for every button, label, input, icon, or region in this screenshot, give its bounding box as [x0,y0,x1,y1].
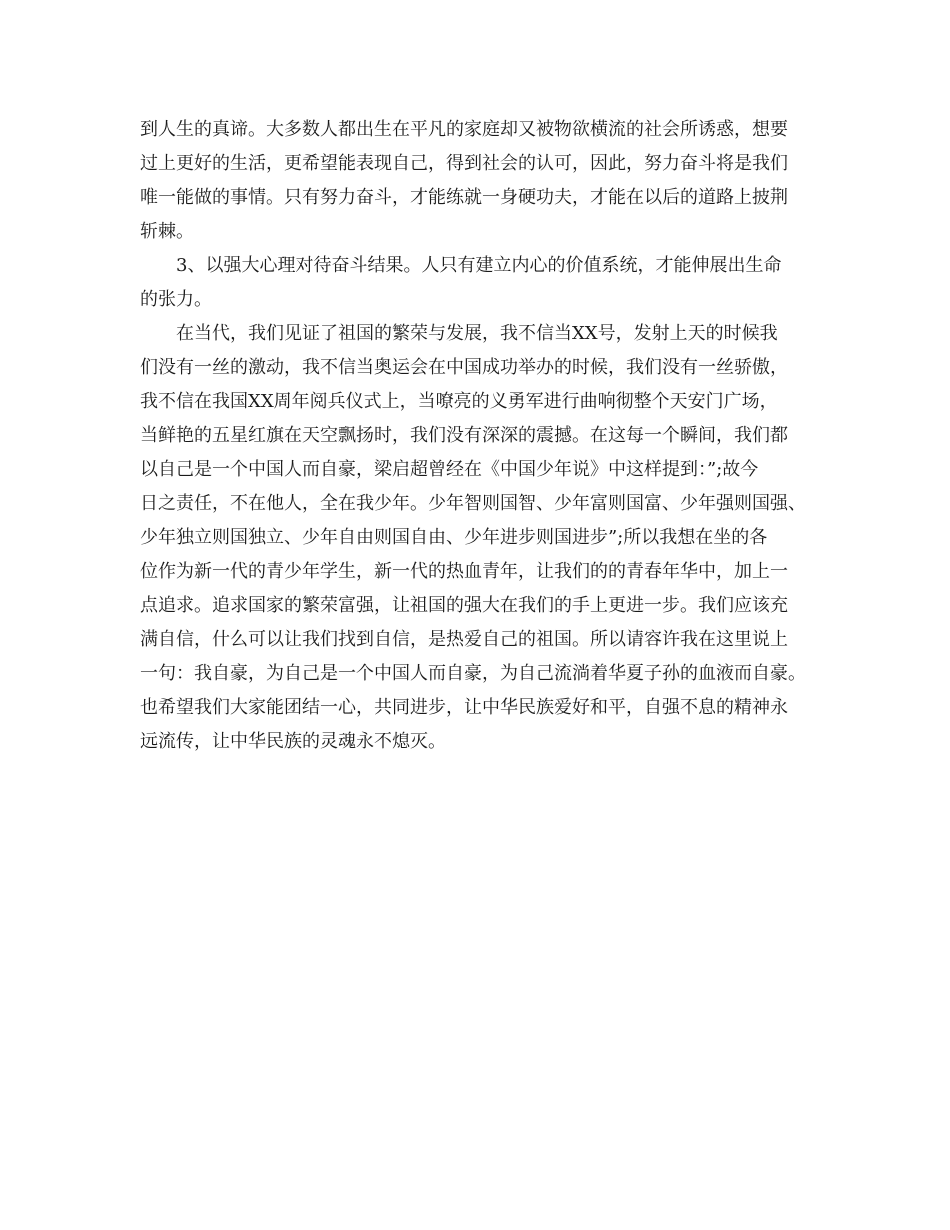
text-line: 远流传，让中华民族的灵魂永不熄灭。 [140,731,446,752]
text-line: 在当代，我们见证了祖国的繁荣与发展，我不信当XX号，发射上天的时候我 [176,323,778,344]
text-line: 过上更好的生活，更希望能表现自己，得到社会的认可，因此，努力奋斗将是我们 [140,153,788,174]
text-line: 当鲜艳的五星红旗在天空飘扬时，我们没有深深的震撼。在这每一个瞬间，我们都 [140,425,788,446]
text-line: 也希望我们大家能团结一心，共同进步，让中华民族爱好和平，自强不息的精神永 [140,697,788,718]
text-line: 以自己是一个中国人而自豪，梁启超曾经在《中国少年说》中这样提到：”;故今 [140,459,759,480]
text-line: 3、以强大心理对待奋斗结果。人只有建立内心的价值系统，才能伸展出生命 [176,255,782,276]
text-line: 斩棘。 [140,221,194,242]
text-line: 们没有一丝的激动，我不信当奥运会在中国成功举办的时候，我们没有一丝骄傲， [140,357,788,378]
text-line: 日之责任，不在他人，全在我少年。少年智则国智、少年富则国富、少年强则国强、 [140,493,806,514]
paragraph [140,249,820,317]
document-body [140,113,820,759]
text-line: 满自信，什么可以让我们找到自信，是热爱自己的祖国。所以请容许我在这里说上 [140,629,788,650]
text-line: 唯一能做的事情。只有努力奋斗，才能练就一身硬功夫，才能在以后的道路上披荆 [140,187,788,208]
text-line: 我不信在我国XX周年阅兵仪式上，当嘹亮的义勇军进行曲响彻整个天安门广场， [140,391,778,412]
paragraph [140,113,820,249]
text-line: 到人生的真谛。大多数人都出生在平凡的家庭却又被物欲横流的社会所诱惑，想要 [140,119,788,140]
text-line: 的张力。 [140,289,212,310]
text-line: 位作为新一代的青少年学生，新一代的热血青年，让我们的的青春年华中，加上一 [140,561,788,582]
text-line: 少年独立则国独立、少年自由则国自由、少年进步则国进步”;所以我想在坐的各 [140,527,768,548]
text-line: 点追求。追求国家的繁荣富强，让祖国的强大在我们的手上更进一步。我们应该充 [140,595,788,616]
paragraph [140,317,820,759]
text-line: 一句：我自豪，为自己是一个中国人而自豪，为自己流淌着华夏子孙的血液而自豪。 [140,663,806,684]
